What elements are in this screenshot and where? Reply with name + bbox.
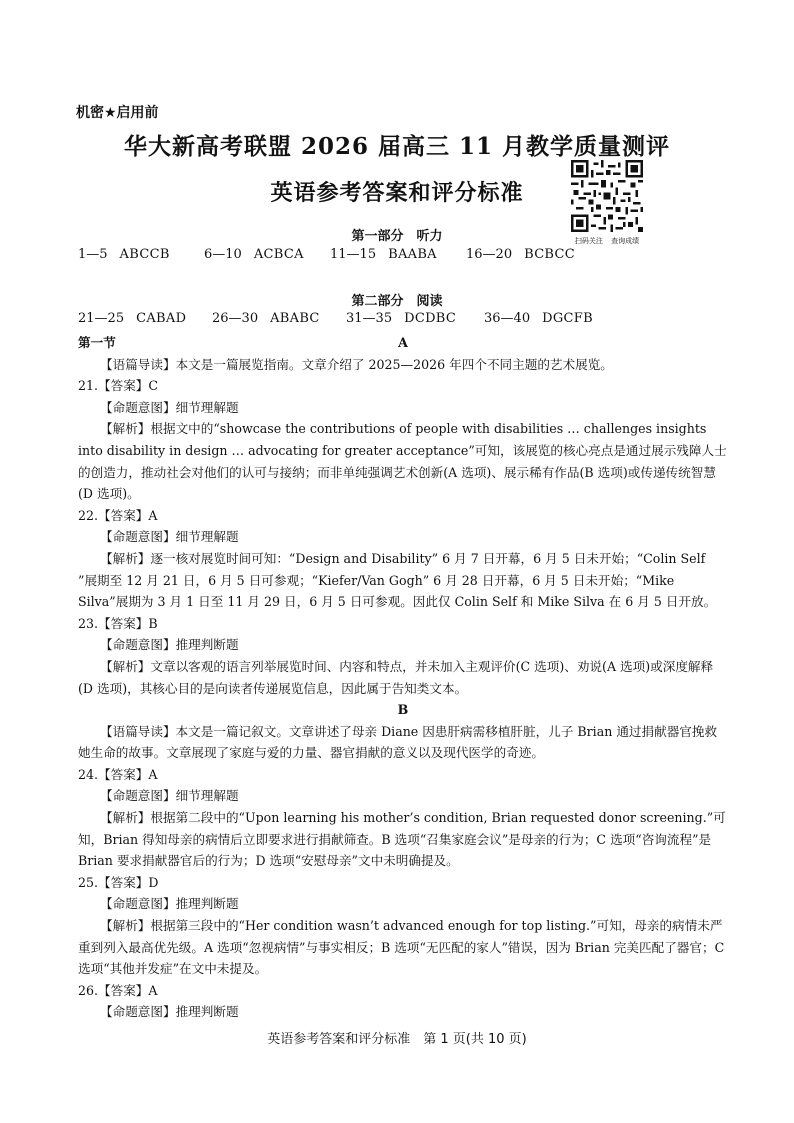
answer-group — [78, 247, 204, 262]
q25-answer: 25.【答案】D — [78, 874, 159, 890]
answer-group — [330, 247, 466, 262]
answer-letters: DCDBC — [404, 311, 457, 326]
answer-letters: ABABC — [270, 311, 320, 326]
answer-letters: BCBCC — [524, 247, 576, 262]
answer-explanations — [78, 332, 728, 1023]
q26-intent: 【命题意图】推理判断题 — [100, 1004, 239, 1020]
page-title: 华大新高考联盟 2026 届高三 11 月教学质量测评 — [123, 133, 671, 160]
passage-a-letter: A — [398, 335, 408, 350]
part2-answer-row — [78, 311, 593, 326]
answer-group — [78, 311, 212, 326]
answer-letters: BAABA — [388, 247, 437, 262]
answer-group — [484, 311, 593, 326]
answer-letters: DGCFB — [542, 311, 593, 326]
q21-answer: 21.【答案】C — [78, 378, 159, 394]
answer-group — [204, 247, 330, 262]
q26-answer: 26.【答案】A — [78, 982, 158, 998]
q24-analysis: 【解析】根据第二段中的“Upon learning his mother’s condition, Brian requested donor screening.”可知，Brian 得知母亲的病情后立即要求进行捐献筛查。B 选项“召集家庭会议”是母亲的行为；C 选项“咨询流程”是 Brian 要求捐献器官后的行为；D 选项“安慰母亲”文中未明确提及。 — [78, 810, 726, 869]
q21-intent: 【命题意图】细节理解题 — [100, 399, 239, 415]
answer-group — [212, 311, 346, 326]
answer-group — [346, 311, 484, 326]
answer-letters: ACBCA — [253, 247, 304, 262]
q24-answer: 24.【答案】A — [78, 766, 158, 782]
answer-range: 26—30 — [212, 311, 259, 326]
answer-range: 1—5 — [78, 247, 108, 262]
part2-heading: 第二部分 阅读 — [351, 294, 443, 309]
q22-intent: 【命题意图】细节理解题 — [100, 529, 239, 545]
q21-analysis: 【解析】根据文中的“showcase the contributions of people with disabilities … challenges insights into disability in design … advocating for greater acceptance”可知，该展览的核心亮点是通过展示残障人士的创造力，推动社会对他们的认可与接纳；而非单纯强调艺术创新(A 选项)、展示稀有作品(B 选项)或传递传统智慧(D 选项)。 — [78, 421, 727, 502]
answer-range: 36—40 — [484, 311, 531, 326]
passage-b-heading: B — [397, 702, 409, 718]
passage-a-intro: 【语篇导读】本文是一篇展览指南。文章介绍了 2025—2026 年四个不同主题的艺术展览。 — [100, 356, 613, 372]
q23-analysis: 【解析】文章以客观的语言列举展览时间、内容和特点，并未加入主观评价(C 选项)、劝说(A 选项)或深度解释(D 选项)，其核心目的是向读者传递展览信息，因此属于告知类文本。 — [78, 658, 714, 696]
answer-range: 11—15 — [330, 247, 377, 262]
q25-analysis: 【解析】根据第三段中的“Her condition wasn’t advanced enough for top listing.”可知，母亲的病情未严重到列入最高优先级。A 选项“忽视病情”与事实相反；B 选项“无匹配的家人”错误，因为 Brian 完美匹配了器官；C 选项“其他并发症”在文中未提及。 — [78, 918, 725, 977]
passage-a-heading — [78, 332, 728, 354]
q23-intent: 【命题意图】推理判断题 — [100, 637, 239, 653]
answer-range: 31—35 — [346, 311, 393, 326]
q24-intent: 【命题意图】细节理解题 — [100, 788, 239, 804]
page-footer: 英语参考答案和评分标准 第 1 页(共 10 页) — [267, 1032, 527, 1047]
page-subtitle: 英语参考答案和评分标准 — [270, 181, 524, 206]
qr-caption-follow: 扫码关注 — [574, 237, 603, 245]
answer-group — [466, 247, 575, 262]
part1-heading: 第一部分 听力 — [351, 229, 443, 244]
q22-answer: 22.【答案】A — [78, 507, 158, 523]
section1-label: 第一节 — [78, 335, 116, 350]
qr-code-icon[interactable] — [571, 160, 643, 232]
answer-letters: ABCCB — [119, 247, 170, 262]
qr-caption-query: 查询成绩 — [611, 237, 640, 245]
q23-answer: 23.【答案】B — [78, 615, 158, 631]
answer-range: 6—10 — [204, 247, 242, 262]
q22-analysis: 【解析】逐一核对展览时间可知：“Design and Disability” 6 月 7 日开幕，6 月 5 日未开始；“Colin Self ”展期至 12 月 21 日，6 月 5 日可参观；“Kiefer/Van Gogh” 6 月 28 日开幕，6 月 5 日未开始；“Mike Silva”展期为 3 月 1 日至 11 月 29 日，6 月 5 日可参观。因此仅 Colin Self 和 Mike Silva 在 6 月 5 日开放。 — [78, 550, 717, 610]
passage-b-intro: 【语篇导读】本文是一篇记叙文。文章讲述了母亲 Diane 因患肝病需移植肝脏，儿子 Brian 通过捐献器官挽救她生命的故事。文章展现了家庭与爱的力量、器官捐献的意义以及现代医学的奇迹。 — [78, 723, 718, 761]
part1-answer-row — [78, 247, 575, 262]
q25-intent: 【命题意图】推理判断题 — [100, 896, 239, 912]
answer-letters: CABAD — [136, 311, 187, 326]
answer-range: 21—25 — [78, 311, 125, 326]
confidential-label: 机密★启用前 — [76, 105, 159, 121]
answer-range: 16—20 — [466, 247, 513, 262]
